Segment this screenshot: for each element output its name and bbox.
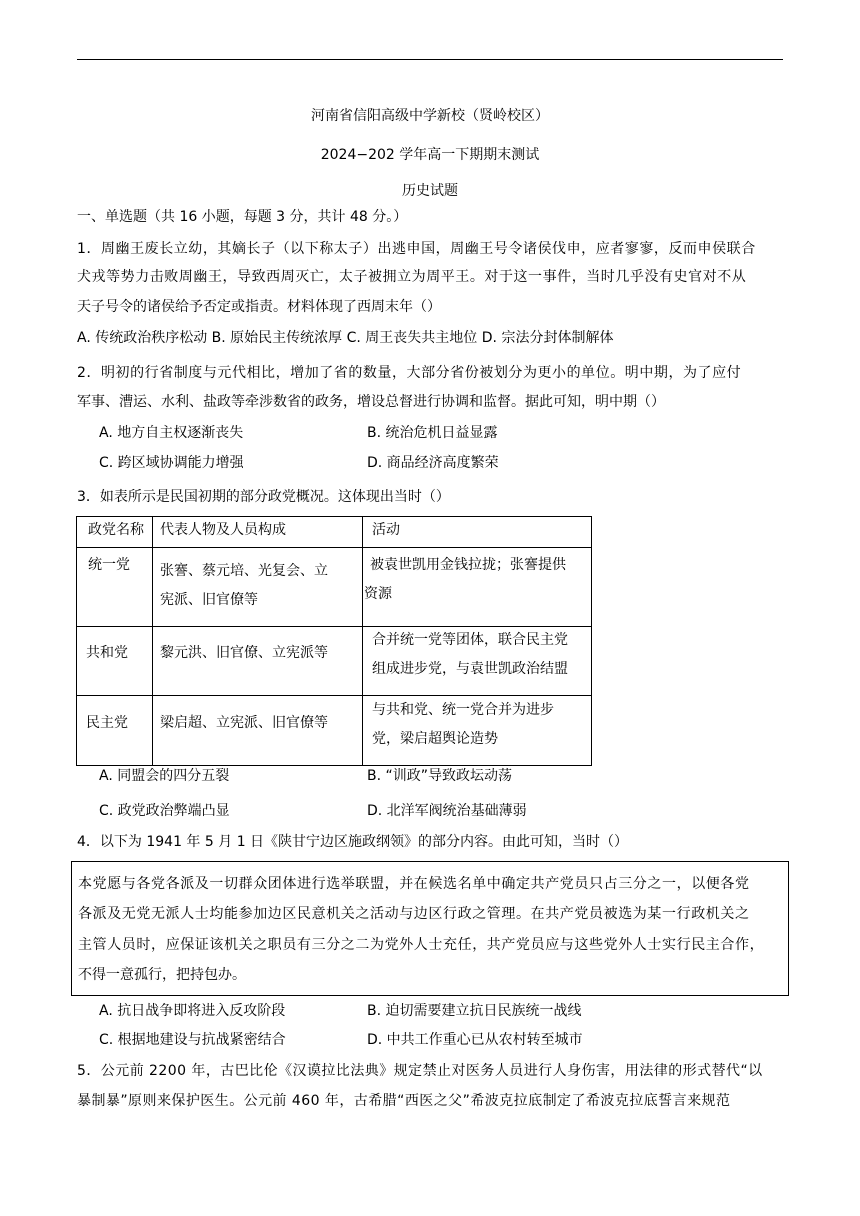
- table-header-party: 政党名称: [88, 522, 144, 538]
- q4-option-b: B. 迫切需要建立抗日民族统一战线: [367, 1003, 582, 1019]
- table-border: [362, 516, 363, 766]
- q4-option-a: A. 抗日战争即将进入反攻阶段: [99, 1003, 286, 1019]
- q1-stem-line: 天子号令的诸侯给予否定或指责。材料体现了西周末年（）: [77, 299, 441, 315]
- q2-option-c: C. 跨区域协调能力增强: [99, 455, 244, 471]
- table-cell-members: 张謇、蔡元培、光复会、立: [160, 563, 328, 579]
- q4-option-c: C. 根据地建设与抗战紧密结合: [99, 1032, 286, 1048]
- q2-stem-line: 军事、漕运、水利、盐政等牵涉数省的政务，增设总督进行协调和监督。据此可知，明中期（）: [77, 394, 665, 410]
- table-border: [76, 516, 77, 766]
- table-cell-activity: 组成进步党，与袁世凯政治结盟: [372, 661, 568, 677]
- exam-subject: 历史试题: [402, 183, 458, 199]
- header-rule: [77, 59, 783, 60]
- school-name: 河南省信阳高级中学新校（贤岭校区）: [311, 108, 549, 124]
- q3-option-d: D. 北洋军阀统治基础薄弱: [367, 803, 527, 819]
- q5-stem-line: 暴制暴”原则来保护医生。公元前 460 年，古希腊“西医之父”希波克拉底制定了希波克拉底誓言来规范: [77, 1093, 731, 1109]
- table-cell-party: 共和党: [86, 645, 128, 661]
- table-cell-members: 宪派、旧官僚等: [160, 592, 258, 608]
- q4-material-line: 不得一意孤行，把持包办。: [78, 967, 246, 983]
- q4-material-line: 主管人员时，应保证该机关之职员有三分之二为党外人士充任，共产党员应与这些党外人士实行民主合作，: [78, 937, 765, 953]
- q3-option-b: B. “训政”导致政坛动荡: [367, 768, 513, 784]
- q2-option-d: D. 商品经济高度繁荣: [367, 455, 499, 471]
- q4-material-line: 各派及无党无派人士均能参加边区民意机关之活动与边区行政之管理。在共产党员被选为某一行政机关之: [78, 906, 750, 922]
- q4-stem: 4．以下为 1941 年 5 月 1 日《陕甘宁边区施政纲领》的部分内容。由此可知，当时（）: [77, 834, 629, 850]
- q4-option-d: D. 中共工作重心已从农村转至城市: [367, 1032, 583, 1048]
- section-title: 一、单选题（共 16 小题，每题 3 分，共计 48 分。）: [77, 209, 408, 225]
- q3-option-c: C. 政党政治弊端凸显: [99, 803, 230, 819]
- table-cell-activity: 与共和党、统一党合并为进步: [372, 702, 554, 718]
- exam-term: 2024−202 学年高一下期期末测试: [320, 147, 540, 163]
- q2-option-a: A. 地方自主权逐渐丧失: [99, 425, 244, 441]
- table-border: [152, 516, 153, 766]
- table-header-members: 代表人物及人员构成: [160, 522, 286, 538]
- q1-stem-line: 1．周幽王废长立幼，其嫡长子（以下称太子）出逃申国，周幽王号令诸侯伐申，应者寥寥，反而申侯联合: [77, 241, 756, 257]
- table-cell-members: 黎元洪、旧官僚、立宪派等: [160, 645, 328, 661]
- q2-stem-line: 2．明初的行省制度与元代相比，增加了省的数量，大部分省份被划分为更小的单位。明中期，为了应付: [77, 365, 742, 381]
- party-table: [76, 516, 592, 766]
- q1-stem-line: 犬戎等势力击败周幽王，导致西周灭亡，太子被拥立为周平王。对于这一事件，当时几乎没有史官对不从: [77, 269, 747, 285]
- table-cell-party: 统一党: [88, 557, 130, 573]
- table-cell-party: 民主党: [86, 715, 128, 731]
- table-border: [591, 516, 592, 766]
- q5-stem-line: 5．公元前 2200 年，古巴比伦《汉谟拉比法典》规定禁止对医务人员进行人身伤害，用法律的形式替代“以: [77, 1063, 763, 1079]
- table-cell-activity: 合并统一党等团体，联合民主党: [372, 632, 568, 648]
- q1-options: A. 传统政治秩序松动 B. 原始民主传统浓厚 C. 周王丧失共主地位 D. 宗法分封体制解体: [77, 330, 614, 346]
- table-cell-activity: 党，梁启超舆论造势: [372, 731, 498, 747]
- table-cell-members: 梁启超、立宪派、旧官僚等: [160, 715, 328, 731]
- q3-stem: 3．如表所示是民国初期的部分政党概况。这体现出当时（）: [77, 489, 450, 505]
- q3-option-a: A. 同盟会的四分五裂: [99, 768, 230, 784]
- table-cell-activity: 资源: [364, 586, 392, 602]
- q4-material-line: 本党愿与各党各派及一切群众团体进行选举联盟，并在候选名单中确定共产党员只占三分之一，以便各党: [78, 876, 750, 892]
- table-header-activity: 活动: [372, 522, 400, 538]
- table-cell-activity: 被袁世凯用金钱拉拢；张謇提供: [370, 557, 566, 573]
- table-border: [76, 547, 592, 548]
- table-border: [76, 516, 592, 517]
- q2-option-b: B. 统治危机日益显露: [367, 425, 498, 441]
